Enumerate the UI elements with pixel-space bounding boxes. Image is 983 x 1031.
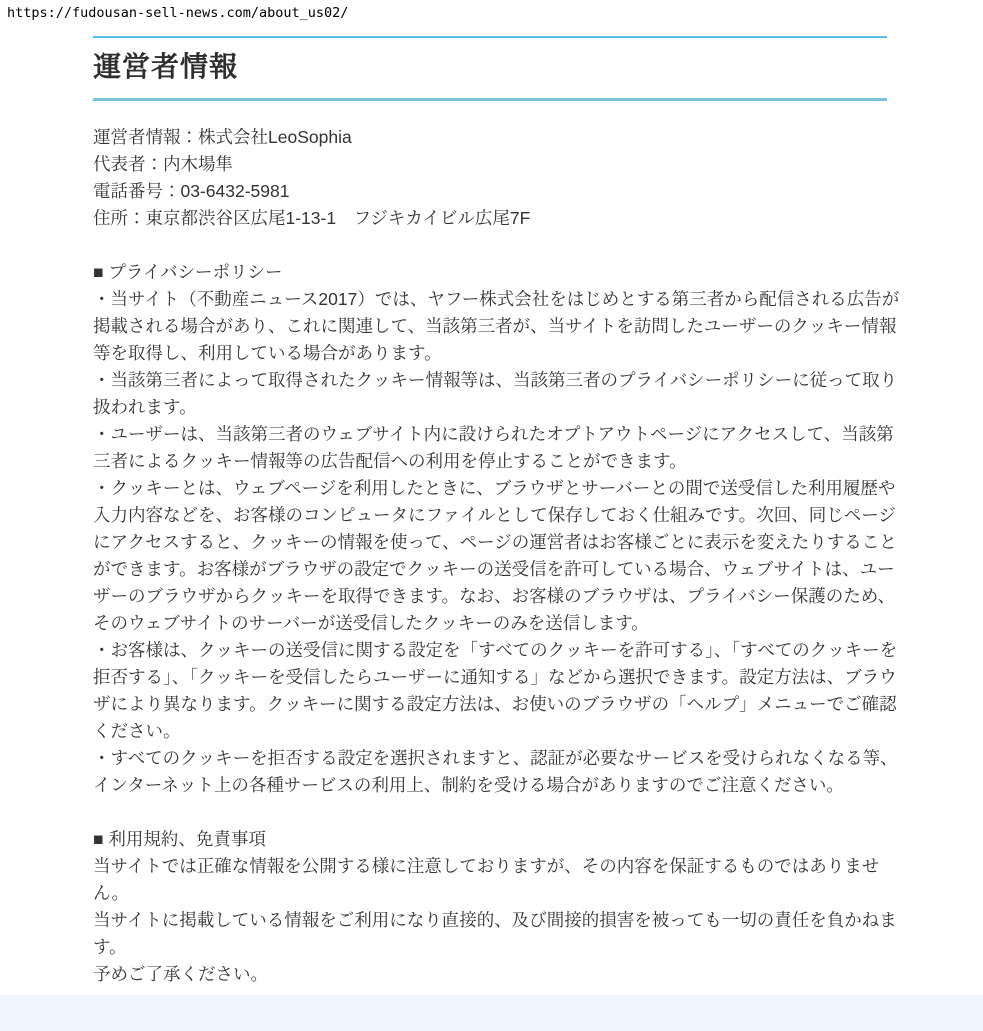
- terms-section: [93, 826, 905, 988]
- terms-line: 当サイトに掲載している情報をご利用になり直接的、及び間接的損害を被っても一切の責任を負かねます。: [93, 910, 897, 957]
- privacy-policy-item: ・すべてのクッキーを拒否する設定を選択されますと、認証が必要なサービスを受けられなくなる等、インターネット上の各種サービスの利用上、制約を受ける場合がありますのでご注意ください。: [93, 748, 898, 795]
- privacy-policy-item: ・クッキーとは、ウェブページを利用したときに、ブラウザとサーバーとの間で送受信した利用履歴や入力内容などを、お客様のコンピュータにファイルとして保存しておく仕組みです。次回、同じページにアクセスすると、クッキーの情報を使って、ページの運営者はお客様ごとに表示を変えたりすることができます。お客様がブラウザの設定でクッキーの送受信を許可している場合、ウェブサイトは、ユーザーのブラウザからクッキーを取得できます。なお、お客様のブラウザは、プライバシー保護のため、そのウェブサイトのサーバーが送受信したクッキーのみを送信します。: [93, 478, 897, 633]
- footer-band: [0, 995, 983, 1031]
- privacy-policy-item: ・ユーザーは、当該第三者のウェブサイト内に設けられたオプトアウトページにアクセスして、当該第三者によるクッキー情報等の広告配信への利用を停止することができます。: [93, 424, 894, 471]
- operator-address-line: 住所：東京都渋谷区広尾1-13-1 フジキカイビル広尾7F: [93, 208, 531, 228]
- main-content: [93, 36, 905, 988]
- privacy-policy-item: ・当該第三者によって取得されたクッキー情報等は、当該第三者のプライバシーポリシーに従って取り扱われます。: [93, 370, 898, 417]
- terms-heading: ■ 利用規約、免責事項: [93, 829, 266, 849]
- operator-info-section: [93, 124, 905, 232]
- operator-representative-line: 代表者：内木場隼: [93, 154, 233, 174]
- terms-line: 予めご了承ください。: [93, 964, 268, 984]
- privacy-policy-item: ・お客様は、クッキーの送受信に関する設定を「すべてのクッキーを許可する」、「すべてのクッキーを拒否する」、「クッキーを受信したらユーザーに通知する」などから選択できます。設定方法は、ブラウザにより異なります。クッキーに関する設定方法は、お使いのブラウザの「ヘルプ」メニューでご確認ください。: [93, 640, 898, 741]
- privacy-policy-item: ・当サイト（不動産ニュース2017）では、ヤフー株式会社をはじめとする第三者から配信される広告が掲載される場合があり、これに関連して、当該第三者が、当サイトを訪問したユーザーのクッキー情報等を取得し、利用している場合があります。: [93, 289, 900, 363]
- url-text: https://fudousan-sell-news.com/about_us02/: [7, 5, 349, 21]
- page-title: 運営者情報: [93, 36, 887, 101]
- privacy-policy-section: [93, 259, 905, 799]
- operator-phone-line: 電話番号：03-6432-5981: [93, 181, 290, 201]
- terms-line: 当サイトでは正確な情報を公開する様に注意しておりますが、その内容を保証するものではありません。: [93, 856, 880, 903]
- privacy-policy-heading: ■ プライバシーポリシー: [93, 262, 283, 282]
- operator-info-line: 運営者情報：株式会社LeoSophia: [93, 127, 352, 147]
